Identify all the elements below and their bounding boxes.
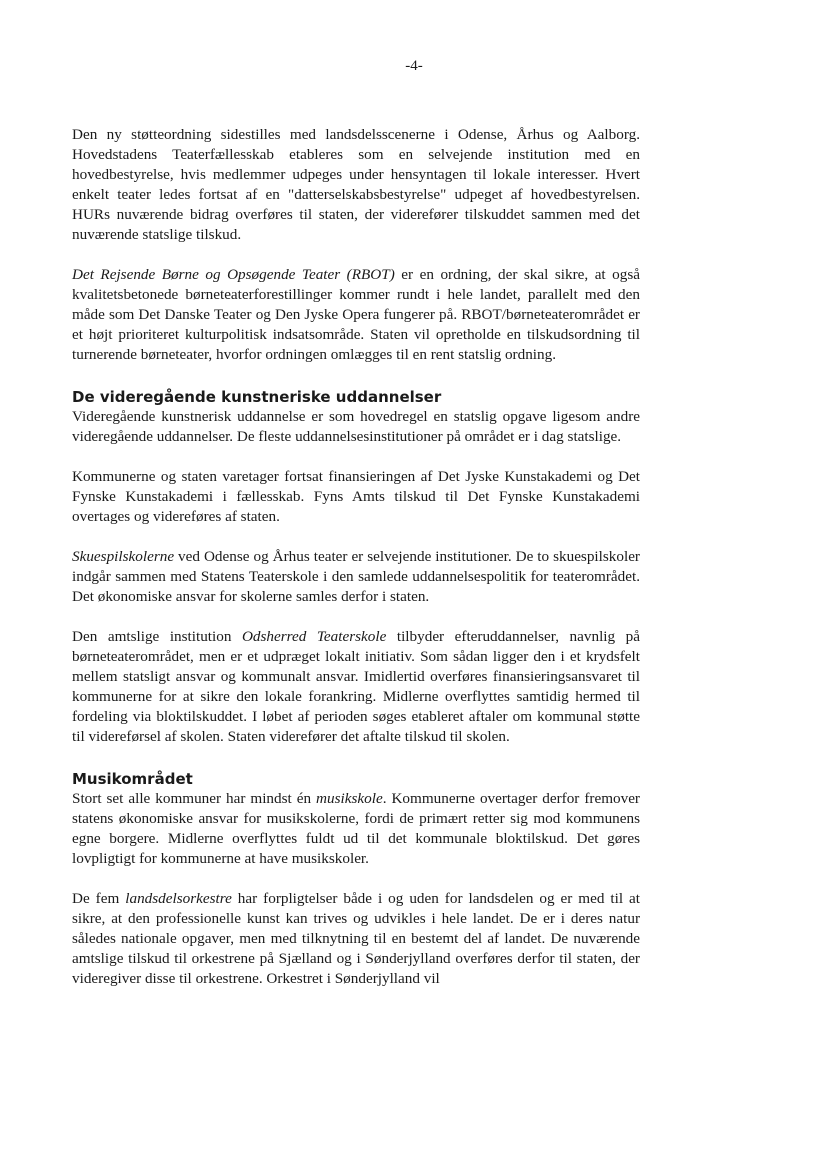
intro-paragraph-1: Den ny støtteordning sidestilles med landsdelsscenerne i Odense, Århus og Aalborg. Hovedstadens Teaterfællesskab etableres som en selvejende institution med en hovedbestyrelse, hvis medlemmer udpeges under hensyntagen til lokale interesser. Hvert enkelt teater ledes fortsat af en "datterselskabsbestyrelse" udpeget af hovedbestyrelsen. HURs nuværende bidrag overføres til staten, der viderefører tilskuddet sammen med det nuværende statslige tilskud. [72,126,640,243]
education-paragraph-4-text: tilbyder efteruddannelser, navnlig på børneteaterområdet, men er et udpræget lokalt initiativ. Som sådan ligger den i et krydsfelt mellem statsligt ansvar og kommunalt ansvar. Imidlertid overføres finansieringsansvaret til kommunerne for at sikre den lokale forankring. Midlerne overflyttes samtidig hermed til fordeling via bloktilskuddet. I løbet af perioden søges etableret aftaler om kommunal støtte til videreførsel af skolen. Staten viderefører det aftalte tilskud til skolen. [72,628,640,745]
page-number: -4- [405,58,423,74]
music-paragraph-2-lead: De fem [72,890,126,907]
musikskole-term: musikskole [316,790,383,807]
odsherred-term: Odsherred Teaterskole [241,628,387,645]
music-paragraph-1-lead: Stort set alle kommuner har mindst én [72,790,317,807]
music-paragraph-1 [72,789,640,869]
education-paragraph-4-lead: Den amtslige institution [72,628,242,645]
intro-paragraph-2 [72,265,640,365]
education-paragraph-2: Kommunerne og staten varetager fortsat finansieringen af Det Jyske Kunstakademi og Det Fynske Kunstakademi i fællesskab. Fyns Amts tilskud til Det Fynske Kunstakademi overtages og videreføres af staten. [72,468,640,525]
music-paragraph-2 [72,889,640,989]
education-paragraph-3-text: ved Odense og Århus teater er selvejende institutioner. De to skuespilskoler indgår sammen med Statens Teaterskole i den samlede uddannelsespolitik for teaterområdet. Det økonomiske ansvar for skolerne samles derfor i staten. [72,548,640,605]
landsdelsorkestre-term: landsdelsorkestre [125,890,232,907]
education-paragraph-1: Videregående kunstnerisk uddannelse er som hovedregel en statslig opgave ligesom andre videregående uddannelser. De fleste uddannelsesinstitutioner på området er i dag statslige. [72,408,640,445]
music-heading: Musikområdet [72,770,193,788]
education-paragraph-3 [72,547,640,607]
music-paragraph-1-text: . Kommunerne overtager derfor fremover statens økonomiske ansvar for musikskolerne, fordi de primært retter sig mod kommunens egne borgere. Midlerne overflyttes fuldt ud til det kommunale bloktilskud. Det gøres lovpligtigt for kommunerne at have musikskoler. [72,790,640,867]
document-body [72,125,640,989]
education-paragraph-4 [72,627,640,747]
intro-paragraph-2-text: er en ordning, der skal sikre, at også kvalitetsbetonede børneteaterforestillinger kommer rundt i hele landet, parallelt med den måde som Det Danske Teater og Den Jyske Opera fungerer på. RBOT/børneteaterområdet er et højt prioriteret kulturpolitisk indsatsområde. Staten vil opretholde en tilskudsordning til turnerende børneteater, hvorfor ordningen omlægges til en rent statslig ordning. [72,266,640,363]
rbot-title: Det Rejsende Børne og Opsøgende Teater (RBOT) [72,266,395,283]
skuespilskolerne-term: Skuespilskolerne [72,548,175,565]
music-paragraph-2-text: har forpligtelser både i og uden for landsdelen og er med til at sikre, at den professionelle kunst kan trives og udvikles i hele landet. De er i deres natur således nationale opgaver, men med tilknytning til en bestemt del af landet. De nuværende amtslige tilskud til orkestrene på Sjælland og i Sønderjylland overføres derfor til staten, der videregiver disse til orkestrene. Orkestret i Sønderjylland vil [72,890,640,987]
education-heading: De videregående kunstneriske uddannelser [72,388,442,406]
